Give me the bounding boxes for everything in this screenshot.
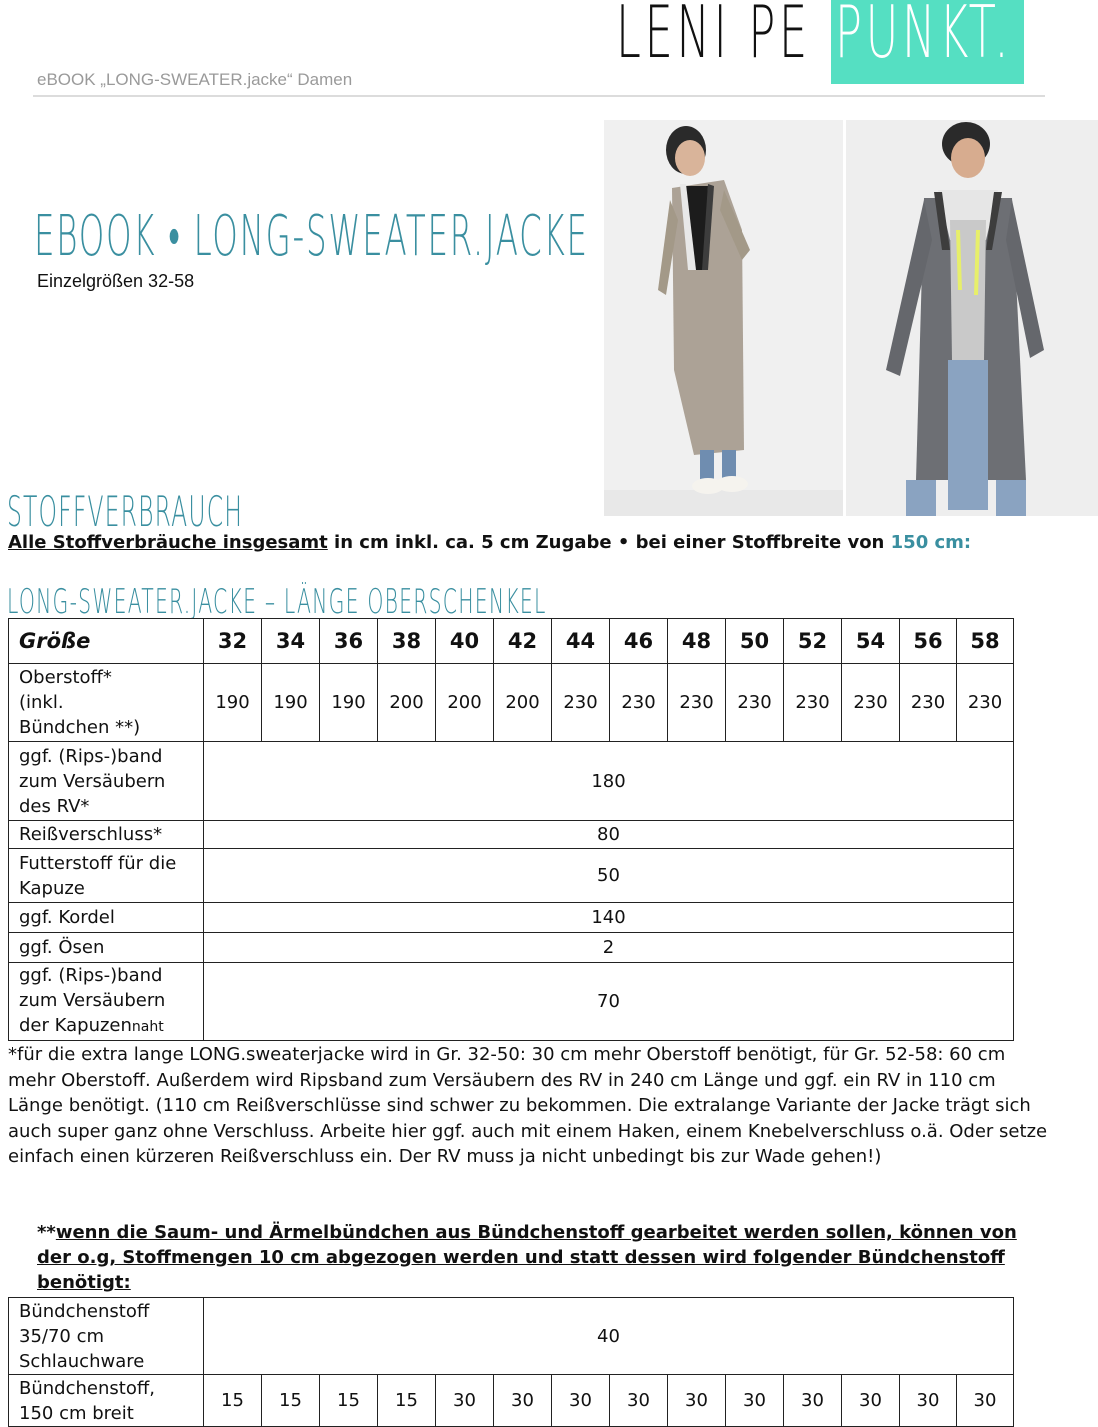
cell-value: 15 — [262, 1375, 320, 1427]
intro-underlined: Alle Stoffverbräuche insgesamt — [8, 532, 328, 553]
cell-value: 30 — [436, 1375, 494, 1427]
row-label — [9, 1375, 204, 1427]
table-row-reissverschluss — [9, 821, 1014, 849]
row-label-line: Kapuze — [19, 877, 85, 899]
cell-value: 230 — [726, 664, 784, 742]
cuff-note — [37, 1220, 1027, 1295]
cell-value: 230 — [842, 664, 900, 742]
row-label-line: Bündchenstoff — [19, 1300, 150, 1322]
cuff-note-prefix: ** — [37, 1222, 56, 1243]
size-header: 36 — [320, 619, 378, 664]
page-title: EBOOK • LONG-SWEATER.JACKE — [34, 204, 589, 269]
cuff-row-150cm — [9, 1375, 1014, 1427]
intro-text — [8, 532, 971, 553]
table-row-ripsband-kapuze — [9, 963, 1014, 1041]
intro-middle: in cm inkl. ca. 5 cm Zugabe • bei einer Stoffbreite von — [327, 532, 891, 553]
row-label-end: der Kapuzen — [19, 1015, 132, 1036]
row-label-line: 150 cm breit — [19, 1402, 134, 1424]
cell-value: 190 — [320, 664, 378, 742]
cell-value: 40 — [204, 1298, 1014, 1375]
table-row-kordel — [9, 903, 1014, 933]
row-label-line — [19, 1013, 193, 1040]
cell-value: 200 — [378, 664, 436, 742]
table-header-row — [9, 619, 1014, 664]
sizes-line: Einzelgrößen 32-58 — [37, 271, 195, 291]
logo — [616, 0, 1024, 84]
row-label — [9, 849, 204, 903]
cell-value: 230 — [668, 664, 726, 742]
cell-value: 80 — [204, 821, 1014, 849]
size-header: 34 — [262, 619, 320, 664]
cell-value: 190 — [204, 664, 262, 742]
size-header: 42 — [494, 619, 552, 664]
cuff-table — [8, 1297, 1014, 1427]
cell-value: 180 — [204, 742, 1014, 821]
cell-value: 30 — [668, 1375, 726, 1427]
cell-value: 230 — [784, 664, 842, 742]
row-label — [9, 963, 204, 1041]
row-label-line: Schlauchware — [19, 1350, 145, 1372]
row-label-line: des RV* — [19, 795, 90, 817]
cell-value: 15 — [320, 1375, 378, 1427]
size-header: 54 — [842, 619, 900, 664]
section-heading: STOFFVERBRAUCH — [7, 487, 244, 536]
table-row-ripsband-rv — [9, 742, 1014, 821]
cell-value: 50 — [204, 849, 1014, 903]
row-label — [9, 1298, 204, 1375]
size-header: 52 — [784, 619, 842, 664]
row-label — [9, 903, 204, 933]
row-label-line: ggf. (Rips-)band — [19, 745, 163, 767]
cell-value: 230 — [552, 664, 610, 742]
size-header: 50 — [726, 619, 784, 664]
table-row-oesen — [9, 933, 1014, 963]
row-label-line: zum Versäubern — [19, 990, 166, 1011]
size-header: 48 — [668, 619, 726, 664]
size-header: 40 — [436, 619, 494, 664]
row-label-line: Bündchenstoff, — [19, 1377, 155, 1399]
row-label-end-small: naht — [131, 1019, 164, 1035]
product-photo-beige — [604, 120, 843, 516]
logo-box — [831, 0, 1024, 84]
cell-value: 190 — [262, 664, 320, 742]
cell-value: 30 — [957, 1375, 1014, 1427]
cell-value: 70 — [204, 963, 1014, 1041]
size-header: 38 — [378, 619, 436, 664]
row-label-line: Bündchen **) — [19, 717, 141, 738]
table-row-oberstoff — [9, 664, 1014, 742]
cell-value: 30 — [784, 1375, 842, 1427]
row-label-line: Reißverschluss* — [19, 824, 163, 845]
cell-value: 30 — [552, 1375, 610, 1427]
cell-value: 230 — [610, 664, 668, 742]
row-label — [9, 664, 204, 742]
header-label: Größe — [9, 619, 204, 664]
header-subtitle: eBOOK „LONG-SWEATER.jacke“ Damen — [37, 70, 353, 89]
table-heading: LONG-SWEATER.JACKE – LÄNGE OBERSCHENKEL — [7, 582, 547, 622]
product-photo-grey — [846, 120, 1098, 516]
row-label-line: 35/70 cm — [19, 1325, 105, 1347]
cuff-note-text: wenn die Saum- und Ärmelbündchen aus Bündchenstoff gearbeitet werden sollen, können von der o.g, Stoffmengen 10 cm abgezogen werden und statt dessen wird folgender Bündchenstoff benötigt: — [37, 1222, 1017, 1293]
cell-value: 30 — [494, 1375, 552, 1427]
logo-text-dark: LENI PE — [616, 0, 811, 74]
row-label — [9, 821, 204, 849]
cell-value: 30 — [726, 1375, 784, 1427]
row-label-line: ggf. (Rips-)band — [19, 965, 163, 986]
row-label-line: Oberstoff* — [19, 667, 112, 688]
cell-value: 30 — [900, 1375, 957, 1427]
cell-value: 140 — [204, 903, 1014, 933]
size-header: 46 — [610, 619, 668, 664]
header-rule — [33, 95, 1045, 97]
row-label-line: zum Versäubern — [19, 770, 166, 792]
cell-value: 30 — [842, 1375, 900, 1427]
row-label-line: ggf. Kordel — [19, 907, 115, 928]
size-header: 32 — [204, 619, 262, 664]
cell-value: 15 — [204, 1375, 262, 1427]
row-label — [9, 742, 204, 821]
size-header: 44 — [552, 619, 610, 664]
cuff-row-schlauchware — [9, 1298, 1014, 1375]
fabric-table — [8, 618, 1014, 1041]
logo-text-light: PUNKT. — [835, 0, 1013, 74]
cell-value: 30 — [610, 1375, 668, 1427]
row-label-line: (inkl. — [19, 692, 64, 713]
cell-value: 200 — [494, 664, 552, 742]
table-row-futterstoff — [9, 849, 1014, 903]
cell-value: 15 — [378, 1375, 436, 1427]
row-label-line: Futterstoff für die — [19, 852, 177, 874]
intro-accent: 150 cm: — [890, 532, 972, 553]
cell-value: 230 — [957, 664, 1014, 742]
size-header: 56 — [900, 619, 957, 664]
row-label-line: ggf. Ösen — [19, 937, 105, 958]
footnote: *für die extra lange LONG.sweaterjacke wird in Gr. 32-50: 30 cm mehr Oberstoff benötigt, für Gr. 52-58: 60 cm mehr Oberstoff. Außerdem wird Ripsband zum Versäubern des RV in 240 cm Länge und ggf. ein RV in 110 cm Länge benötigt. (110 cm Reißverschlüsse sind schwer zu bekommen. Die extralange Variante der Jacke trägt sich auch super ganz ohne Verschluss. Arbeite hier ggf. auch mit einem Haken, einem Knebelverschluss o.ä. Oder setze einfach einen kürzeren Reißverschluss ein. Der RV muss ja nicht unbedingt bis zur Wade gehen!) — [8, 1044, 1048, 1167]
size-header: 58 — [957, 619, 1014, 664]
cell-value: 2 — [204, 933, 1014, 963]
cell-value: 230 — [900, 664, 957, 742]
row-label — [9, 933, 204, 963]
cell-value: 200 — [436, 664, 494, 742]
